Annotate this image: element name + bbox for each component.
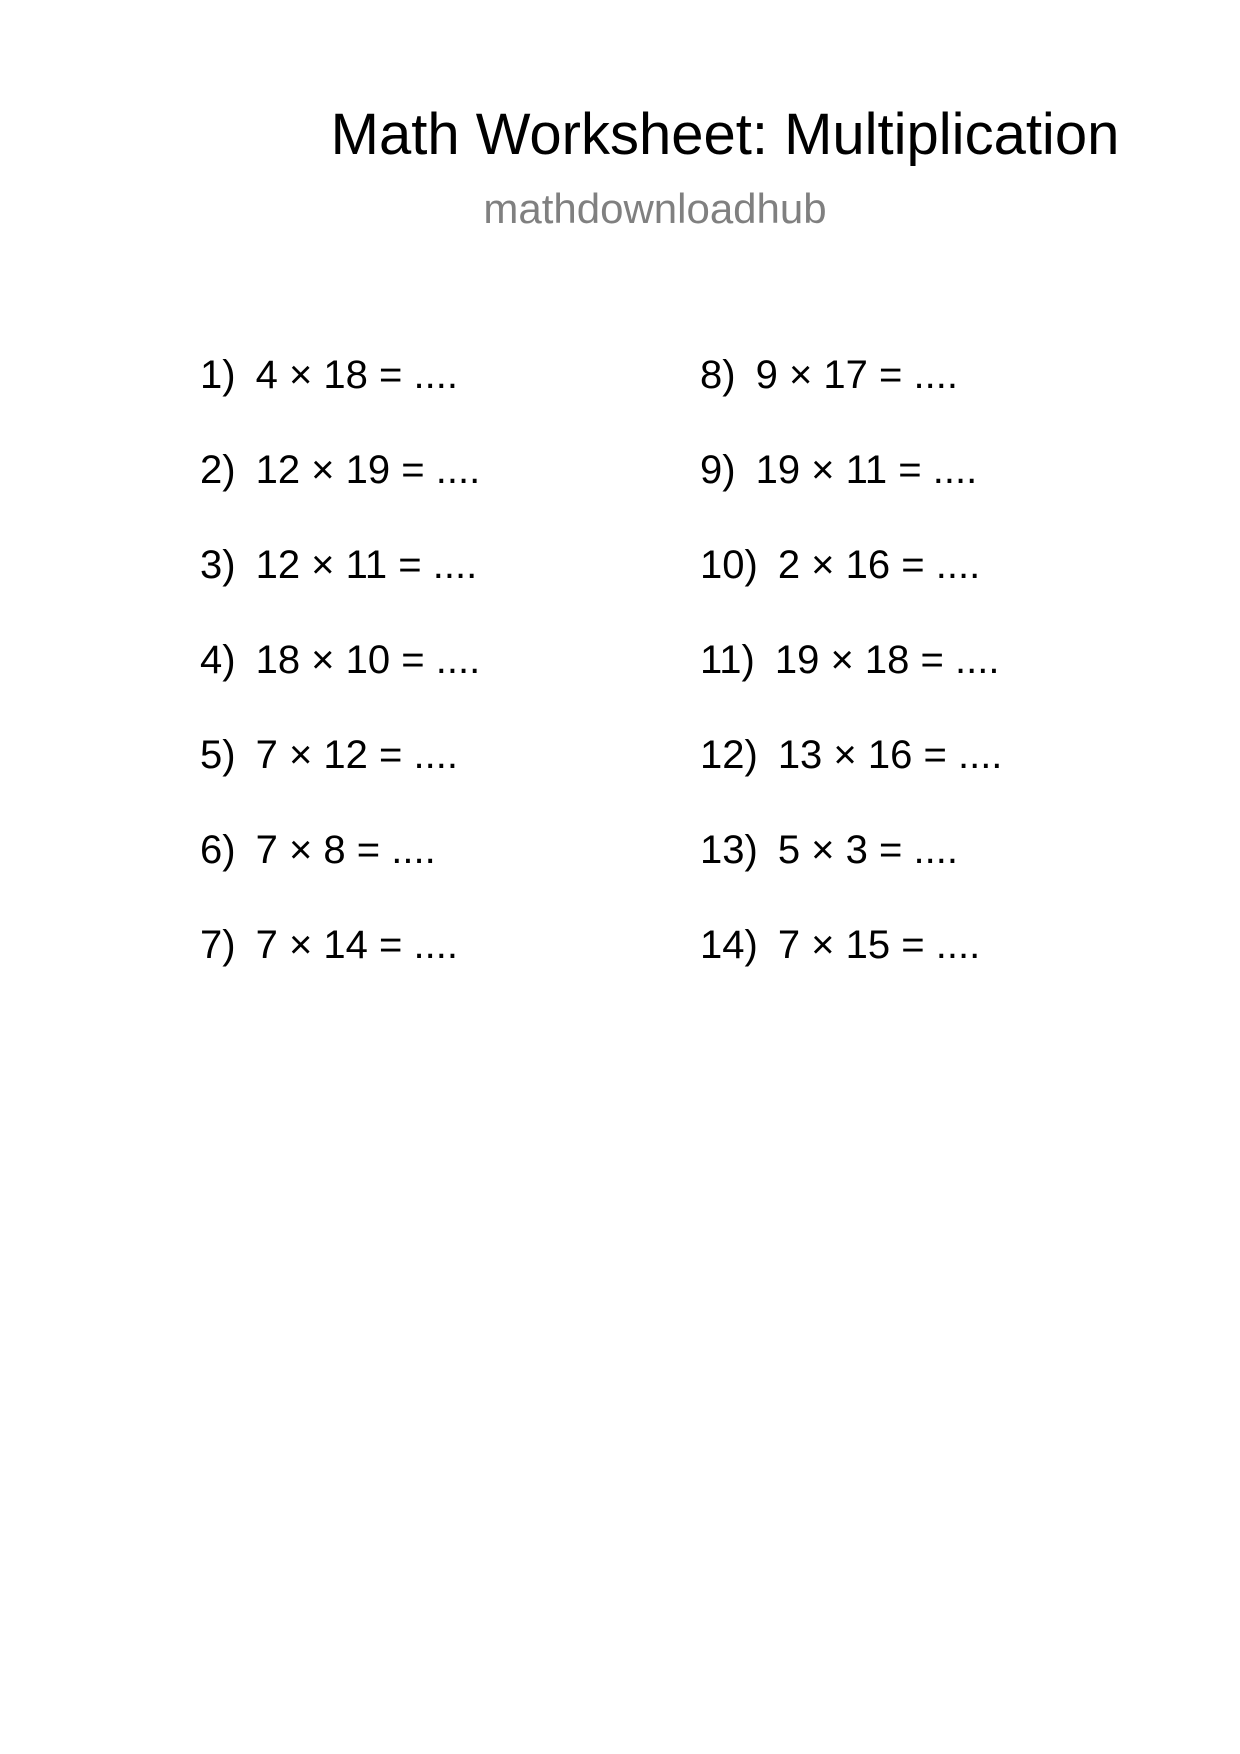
problem-number: 8) [700,353,736,397]
problems-column-left [200,345,480,1010]
problem-6 [200,820,480,915]
problem-2 [200,440,480,535]
problem-expression: 12 × 11 = .... [255,543,478,587]
problem-9 [700,440,1002,535]
problem-expression: 9 × 17 = .... [755,353,958,397]
problem-expression: 7 × 8 = .... [255,828,436,872]
problem-number: 7) [200,923,236,967]
problem-4 [200,630,480,725]
problem-expression: 7 × 14 = .... [255,923,458,967]
problem-1 [200,345,480,440]
problem-number: 2) [200,448,236,492]
problem-expression: 7 × 15 = .... [777,923,981,967]
problem-number: 12) [700,733,758,777]
problems-column-right [700,345,1002,1010]
problem-expression: 19 × 18 = .... [774,638,1000,682]
problem-13 [700,820,1002,915]
problem-10 [700,535,1002,630]
problem-number: 3) [200,543,236,587]
problem-expression: 7 × 12 = .... [255,733,458,777]
problem-12 [700,725,1002,820]
problem-14 [700,915,1002,1010]
problem-number: 6) [200,828,236,872]
problem-number: 1) [200,353,236,397]
problem-expression: 19 × 11 = .... [755,448,978,492]
problem-7 [200,915,480,1010]
problem-number: 10) [700,543,758,587]
problem-number: 5) [200,733,236,777]
problem-expression: 4 × 18 = .... [255,353,458,397]
problem-number: 14) [700,923,758,967]
worksheet-title: Math Worksheet: Multiplication [330,102,1120,167]
problem-5 [200,725,480,820]
problem-expression: 5 × 3 = .... [777,828,958,872]
problem-8 [700,345,1002,440]
problem-expression: 18 × 10 = .... [255,638,481,682]
problem-number: 9) [700,448,736,492]
worksheet-subtitle: mathdownloadhub [483,185,827,232]
problem-3 [200,535,480,630]
problem-11 [700,630,1002,725]
problem-number: 4) [200,638,236,682]
problem-expression: 13 × 16 = .... [777,733,1003,777]
problem-number: 13) [700,828,758,872]
problem-expression: 12 × 19 = .... [255,448,481,492]
problem-expression: 2 × 16 = .... [777,543,981,587]
problem-number: 11) [700,638,755,682]
